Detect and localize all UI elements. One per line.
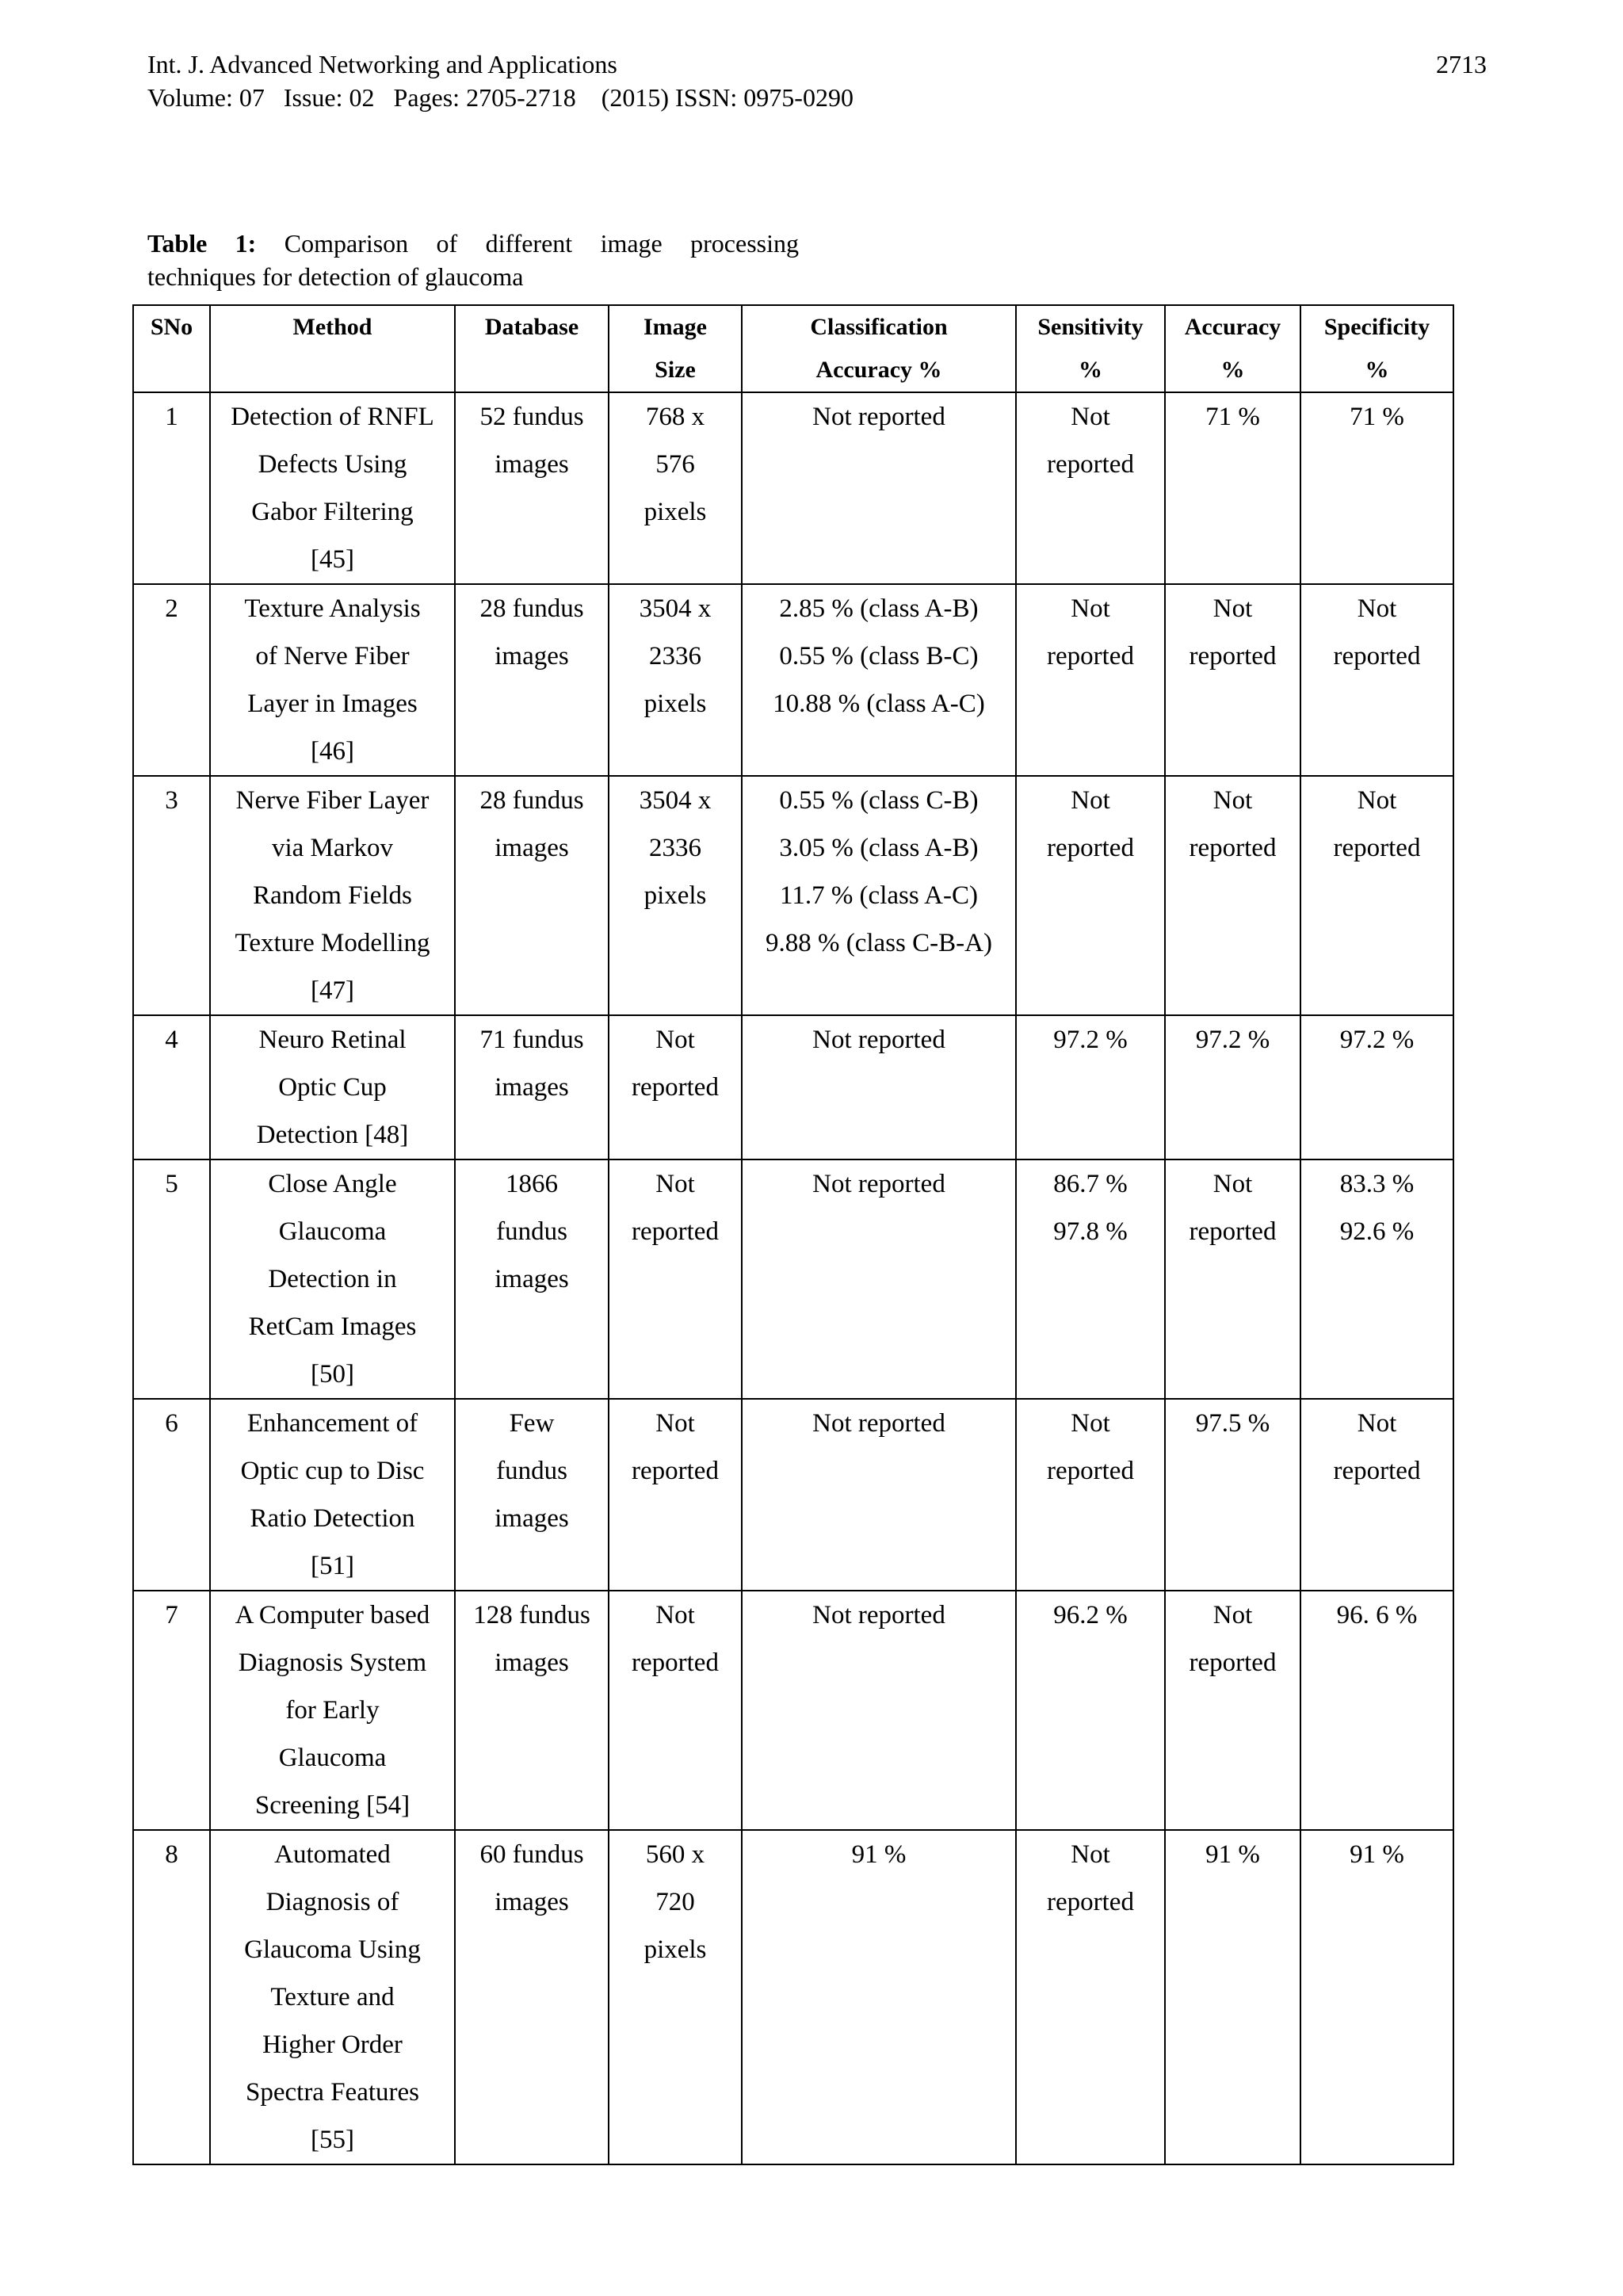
cell-sno: 8 (133, 1830, 210, 2164)
table-row (133, 1591, 1453, 1830)
cell-classification-accuracy: 0.55 % (class C-B) 3.05 % (class A-B) 11.7 % (class A-C) 9.88 % (class C-B-A) (742, 776, 1016, 1015)
cell-specificity: 71 % (1300, 392, 1453, 584)
cell-image-size: Not reported (609, 1591, 742, 1830)
cell-classification-accuracy: Not reported (742, 1015, 1016, 1159)
page-number: 2713 (1436, 50, 1487, 78)
cell-image-size: Not reported (609, 1015, 742, 1159)
cell-accuracy: Not reported (1165, 1591, 1300, 1830)
cell-database: 28 fundus images (455, 584, 609, 776)
cell-sensitivity: Not reported (1016, 584, 1165, 776)
header-database: Database (455, 305, 609, 392)
header-specificity: Specificity % (1300, 305, 1453, 392)
table-header-row (133, 305, 1453, 392)
cell-sensitivity: Not reported (1016, 776, 1165, 1015)
cell-sno: 6 (133, 1399, 210, 1591)
cell-accuracy: Not reported (1165, 584, 1300, 776)
cell-classification-accuracy: 91 % (742, 1830, 1016, 2164)
header-classification-accuracy: Classification Accuracy % (742, 305, 1016, 392)
cell-database: 52 fundus images (455, 392, 609, 584)
cell-sno: 1 (133, 392, 210, 584)
cell-specificity: Not reported (1300, 776, 1453, 1015)
caption-line-1 (147, 227, 799, 260)
cell-sno: 5 (133, 1159, 210, 1399)
header-sno: SNo (133, 305, 210, 392)
cell-database: Few fundus images (455, 1399, 609, 1591)
cell-classification-accuracy: Not reported (742, 1591, 1016, 1830)
cell-classification-accuracy: Not reported (742, 1159, 1016, 1399)
cell-specificity: 97.2 % (1300, 1015, 1453, 1159)
cell-sno: 7 (133, 1591, 210, 1830)
header-image-size: Image Size (609, 305, 742, 392)
cell-database: 128 fundus images (455, 1591, 609, 1830)
cell-method: Close Angle Glaucoma Detection in RetCam Images [50] (210, 1159, 455, 1399)
cell-classification-accuracy: 2.85 % (class A-B) 0.55 % (class B-C) 10.88 % (class A-C) (742, 584, 1016, 776)
cell-accuracy: Not reported (1165, 1159, 1300, 1399)
cell-method: Texture Analysis of Nerve Fiber Layer in Images [46] (210, 584, 455, 776)
cell-accuracy: 91 % (1165, 1830, 1300, 2164)
volume-info: Volume: 07 Issue: 02 Pages: 2705-2718 (2015) ISSN: 0975-0290 (147, 83, 854, 112)
cell-accuracy: 71 % (1165, 392, 1300, 584)
cell-classification-accuracy: Not reported (742, 392, 1016, 584)
table-row (133, 1830, 1453, 2164)
cell-specificity: 91 % (1300, 1830, 1453, 2164)
table-row (133, 584, 1453, 776)
cell-sensitivity: Not reported (1016, 1830, 1165, 2164)
cell-sensitivity: 86.7 % 97.8 % (1016, 1159, 1165, 1399)
page-header (147, 48, 1487, 114)
cell-database: 60 fundus images (455, 1830, 609, 2164)
table-row (133, 776, 1453, 1015)
cell-specificity: Not reported (1300, 1399, 1453, 1591)
table-row (133, 1015, 1453, 1159)
header-accuracy: Accuracy % (1165, 305, 1300, 392)
cell-sensitivity: 96.2 % (1016, 1591, 1165, 1830)
cell-sno: 3 (133, 776, 210, 1015)
table-caption (147, 227, 799, 293)
table-row (133, 1159, 1453, 1399)
table-row (133, 392, 1453, 584)
cell-accuracy: Not reported (1165, 776, 1300, 1015)
cell-sensitivity: Not reported (1016, 1399, 1165, 1591)
cell-database: 71 fundus images (455, 1015, 609, 1159)
cell-method: A Computer based Diagnosis System for Early Glaucoma Screening [54] (210, 1591, 455, 1830)
header-sensitivity: Sensitivity % (1016, 305, 1165, 392)
cell-image-size: Not reported (609, 1399, 742, 1591)
caption-label: Table 1: (147, 229, 257, 258)
cell-specificity: 96. 6 % (1300, 1591, 1453, 1830)
caption-text-2: techniques for detection of glaucoma (147, 262, 524, 291)
cell-method: Automated Diagnosis of Glaucoma Using Texture and Higher Order Spectra Features [55] (210, 1830, 455, 2164)
cell-database: 1866 fundus images (455, 1159, 609, 1399)
cell-method: Detection of RNFL Defects Using Gabor Filtering [45] (210, 392, 455, 584)
cell-method: Neuro Retinal Optic Cup Detection [48] (210, 1015, 455, 1159)
cell-method: Enhancement of Optic cup to Disc Ratio Detection [51] (210, 1399, 455, 1591)
cell-image-size: Not reported (609, 1159, 742, 1399)
cell-accuracy: 97.2 % (1165, 1015, 1300, 1159)
journal-title: Int. J. Advanced Networking and Applications (147, 50, 617, 78)
cell-sensitivity: 97.2 % (1016, 1015, 1165, 1159)
cell-accuracy: 97.5 % (1165, 1399, 1300, 1591)
cell-image-size: 768 x 576 pixels (609, 392, 742, 584)
cell-image-size: 560 x 720 pixels (609, 1830, 742, 2164)
header-method: Method (210, 305, 455, 392)
cell-specificity: 83.3 % 92.6 % (1300, 1159, 1453, 1399)
cell-sno: 2 (133, 584, 210, 776)
caption-text-1: Comparison of different image processing (284, 229, 800, 258)
cell-sensitivity: Not reported (1016, 392, 1165, 584)
cell-database: 28 fundus images (455, 776, 609, 1015)
comparison-table (132, 304, 1454, 2165)
table-row (133, 1399, 1453, 1591)
cell-image-size: 3504 x 2336 pixels (609, 584, 742, 776)
cell-classification-accuracy: Not reported (742, 1399, 1016, 1591)
cell-sno: 4 (133, 1015, 210, 1159)
cell-specificity: Not reported (1300, 584, 1453, 776)
cell-image-size: 3504 x 2336 pixels (609, 776, 742, 1015)
cell-method: Nerve Fiber Layer via Markov Random Fields Texture Modelling [47] (210, 776, 455, 1015)
